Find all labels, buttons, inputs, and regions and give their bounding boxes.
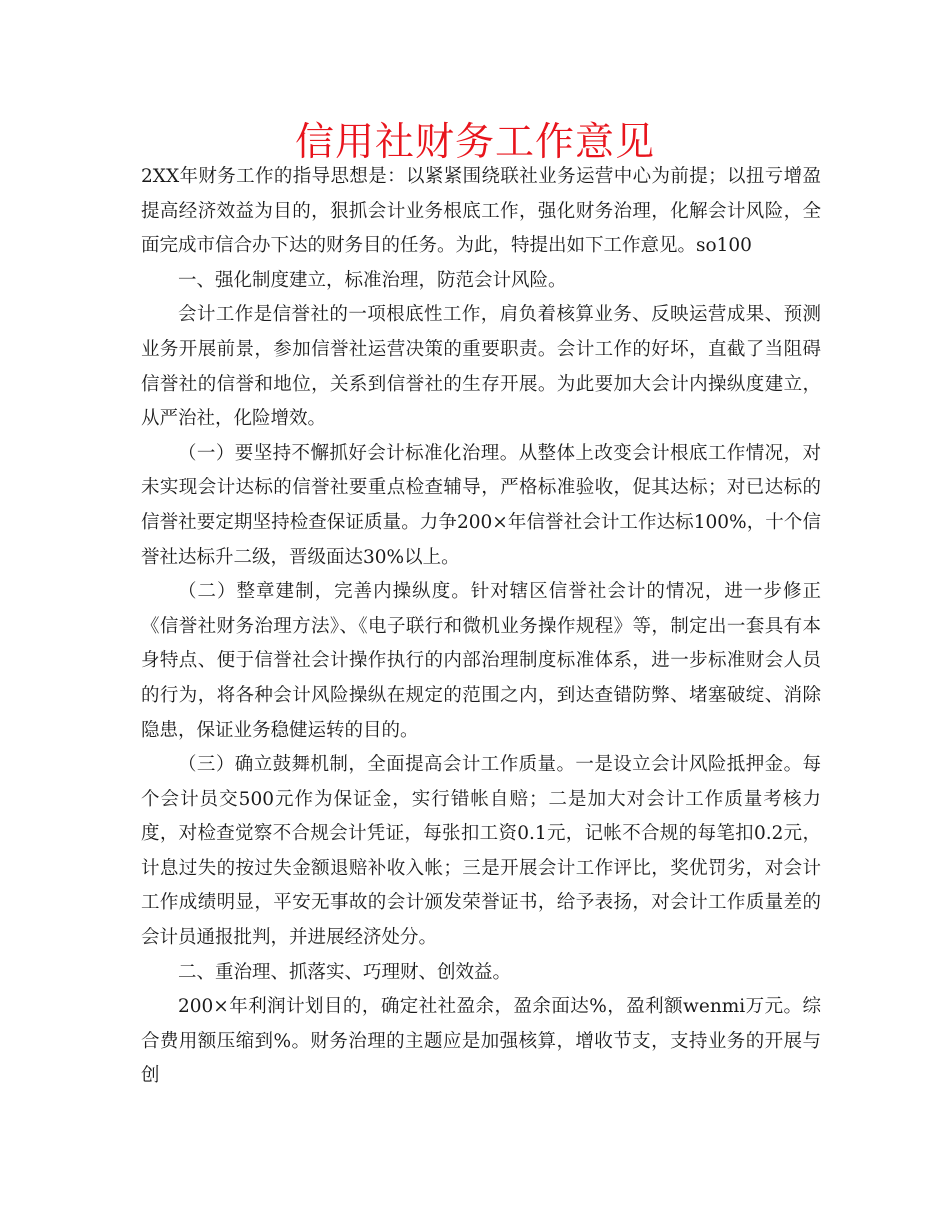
document-body <box>141 160 821 1094</box>
subsection-1: （一）要坚持不懈抓好会计标准化治理。从整体上改变会计根底工作情况，对未实现会计达标的信誉社要重点检查辅导，严格标准验收，促其达标；对已达标的信誉社要定期坚持检查保证质量。力争200×年信誉社会计工作达标100%，十个信誉社达标升二级，晋级面达30%以上。 <box>141 442 821 568</box>
paragraph: 200×年利润计划目的，确定社社盈余，盈余面达%，盈利额wenmi万元。综合费用额压缩到%。财务治理的主题应是加强核算，增收节支，支持业务的开展与创 <box>141 996 821 1087</box>
paragraph: 会计工作是信誉社的一项根底性工作，肩负着核算业务、反映运营成果、预测业务开展前景，参加信誉社运营决策的重要职责。会计工作的好坏，直截了当阻碍信誉社的信誉和地位，关系到信誉社的生存开展。为此要加大会计内操纵度建立，从严治社，化险增效。 <box>141 304 821 430</box>
document-title: 信用社财务工作意见 <box>294 120 655 165</box>
subsection-2: （二）整章建制，完善内操纵度。针对辖区信誉社会计的情况，进一步修正《信誉社财务治理方法》、《电子联行和微机业务操作规程》等，制定出一套具有本身特点、便于信誉社会计操作执行的内部治理制度标准体系，进一步标准财会人员的行为，将各种会计风险操纵在规定的范围之内，到达查错防弊、堵塞破绽、消除隐患，保证业务稳健运转的目的。 <box>141 581 821 741</box>
subsection-3: （三）确立鼓舞机制，全面提高会计工作质量。一是设立会计风险抵押金。每个会计员交500元作为保证金，实行错帐自赔；二是加大对会计工作质量考核力度，对检查觉察不合规会计凭证，每张扣工资0.1元，记帐不合规的每笔扣0.2元，计息过失的按过失金额退赔补收入帐；三是开展会计工作评比，奖优罚劣，对会计工作成绩明显，平安无事故的会计颁发荣誉证书，给予表扬，对会计工作质量差的会计员通报批判，并进展经济处分。 <box>141 754 821 949</box>
section-heading-2: 二、重治理、抓落实、巧理财、创效益。 <box>178 961 512 983</box>
section-heading-1: 一、强化制度建立，标准治理，防范会计风险。 <box>178 269 567 291</box>
paragraph-intro: 2XX年财务工作的指导思想是：以紧紧围绕联社业务运营中心为前提；以扭亏增盈提高经济效益为目的，狠抓会计业务根底工作，强化财务治理，化解会计风险，全面完成市信合办下达的财务目的任务。为此，特提出如下工作意见。so100 <box>141 166 821 257</box>
